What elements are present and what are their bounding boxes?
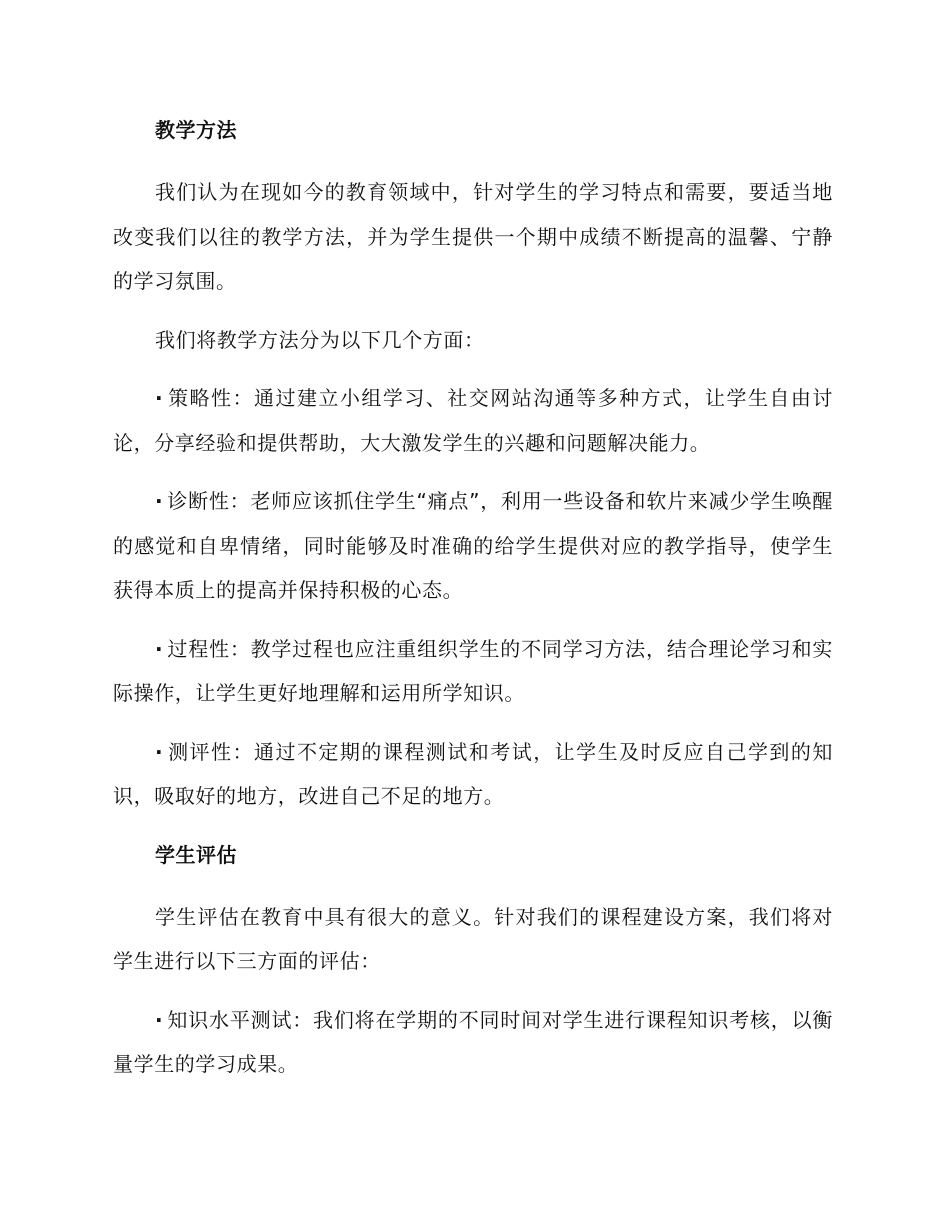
section-heading-teaching-methods: 教学方法 [155,118,237,142]
bullet-item-knowledge-test [113,998,833,1087]
bullet-text: 诊断性：老师应该抓住学生“痛点”，利用一些设备和软片来减少学生唤醒的感觉和自卑情绪，同时能够及时准确的给学生提供对应的教学指导，使学生获得本质上的提高并保持积极的心态。 [113,489,833,602]
paragraph-evaluation-intro: 学生评估在教育中具有很大的意义。针对我们的课程建设方案，我们将对学生进行以下三方面的评估： [113,904,833,973]
bullet-item-assessment [113,730,833,819]
paragraph-teaching-lead: 我们将教学方法分为以下几个方面： [155,327,485,352]
bullet-text: 过程性：教学过程也应注重组织学生的不同学习方法，结合理论学习和实际操作，让学生更好地理解和运用所学知识。 [113,636,833,705]
bullet-dot: · [155,489,164,513]
bullet-text: 测评性：通过不定期的课程测试和考试，让学生及时反应自己学到的知识，吸取好的地方，改进自己不足的地方。 [113,739,833,808]
bullet-dot: · [155,636,164,661]
bullet-dot: · [155,1007,164,1032]
bullet-item-process [113,627,833,716]
bullet-text: 知识水平测试：我们将在学期的不同时间对学生进行课程知识考核，以衡量学生的学习成果。 [113,1007,833,1076]
bullet-item-diagnostic [113,479,833,613]
bullet-dot: · [155,739,164,764]
document-body [113,108,833,1101]
bullet-item-strategy [113,376,833,465]
bullet-text: 策略性：通过建立小组学习、社交网站沟通等多种方式，让学生自由讨论，分享经验和提供帮助，大大激发学生的兴趣和问题解决能力。 [113,386,833,455]
section-heading-student-evaluation: 学生评估 [155,842,237,867]
paragraph-teaching-intro: 我们认为在现如今的教育领域中，针对学生的学习特点和需要，要适当地改变我们以往的教学方法，并为学生提供一个期中成绩不断提高的温馨、宁静的学习氛围。 [113,180,833,293]
bullet-dot: · [155,386,164,410]
